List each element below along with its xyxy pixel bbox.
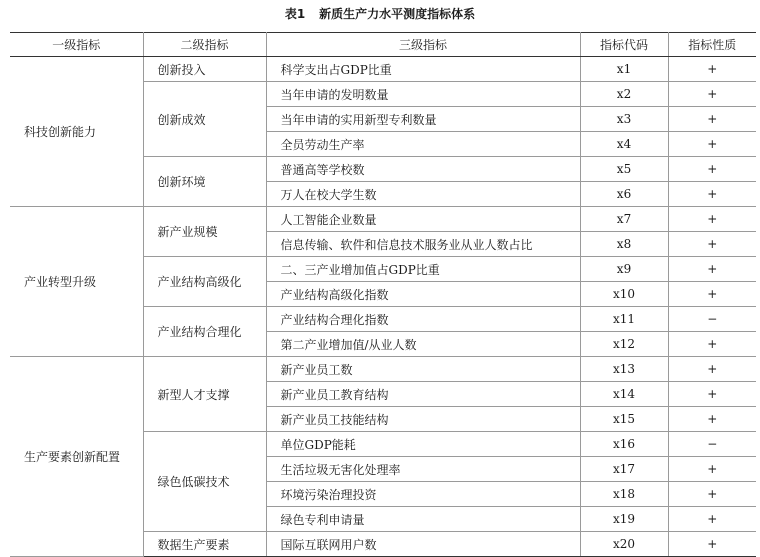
indicator-nature: − [668,432,756,457]
indicator-nature: + [668,82,756,107]
level3-indicator: 普通高等学校数 [266,157,580,182]
indicator-code: x2 [580,82,668,107]
header-code: 指标代码 [580,33,668,57]
indicator-nature: + [668,282,756,307]
level2-indicator: 新产业规模 [143,207,266,257]
indicator-nature: + [668,357,756,382]
level3-indicator: 信息传输、软件和信息技术服务业从业人数占比 [266,232,580,257]
indicator-table [10,32,756,557]
indicator-code: x9 [580,257,668,282]
level2-indicator: 产业结构高级化 [143,257,266,307]
table-row [10,57,756,82]
indicator-code: x10 [580,282,668,307]
level2-indicator: 创新投入 [143,57,266,82]
level3-indicator: 当年申请的实用新型专利数量 [266,107,580,132]
indicator-nature: + [668,132,756,157]
indicator-nature: + [668,207,756,232]
indicator-code: x20 [580,532,668,557]
level1-indicator: 生产要素创新配置 [10,357,143,557]
indicator-nature: + [668,107,756,132]
table-title: 新质生产力水平测度指标体系 [319,7,476,21]
indicator-nature: + [668,157,756,182]
indicator-code: x16 [580,432,668,457]
level3-indicator: 环境污染治理投资 [266,482,580,507]
indicator-nature: + [668,532,756,557]
indicator-code: x6 [580,182,668,207]
indicator-code: x7 [580,207,668,232]
indicator-code: x14 [580,382,668,407]
indicator-nature: + [668,407,756,432]
level3-indicator: 新产业员工数 [266,357,580,382]
level3-indicator: 单位GDP能耗 [266,432,580,457]
level3-indicator: 当年申请的发明数量 [266,82,580,107]
level1-indicator: 科技创新能力 [10,57,143,207]
table-body [10,57,756,557]
indicator-nature: + [668,182,756,207]
indicator-nature: + [668,382,756,407]
header-level3: 三级指标 [266,33,580,57]
level3-indicator: 绿色专利申请量 [266,507,580,532]
indicator-code: x8 [580,232,668,257]
level3-indicator: 二、三产业增加值占GDP比重 [266,257,580,282]
header-row [10,33,756,57]
indicator-code: x17 [580,457,668,482]
indicator-nature: + [668,257,756,282]
level3-indicator: 万人在校大学生数 [266,182,580,207]
level3-indicator: 第二产业增加值/从业人数 [266,332,580,357]
indicator-nature: + [668,332,756,357]
indicator-nature: + [668,507,756,532]
table-number: 表1 [284,7,306,21]
indicator-code: x1 [580,57,668,82]
level3-indicator: 国际互联网用户数 [266,532,580,557]
level2-indicator: 数据生产要素 [143,532,266,557]
indicator-code: x18 [580,482,668,507]
table-caption [0,6,760,22]
indicator-nature: − [668,307,756,332]
level3-indicator: 产业结构合理化指数 [266,307,580,332]
level2-indicator: 产业结构合理化 [143,307,266,357]
level2-indicator: 绿色低碳技术 [143,432,266,532]
level3-indicator: 全员劳动生产率 [266,132,580,157]
indicator-code: x19 [580,507,668,532]
table-row [10,207,756,232]
level1-indicator: 产业转型升级 [10,207,143,357]
level2-indicator: 创新环境 [143,157,266,207]
indicator-nature: + [668,232,756,257]
header-nature: 指标性质 [668,33,756,57]
header-level1: 一级指标 [10,33,143,57]
indicator-code: x15 [580,407,668,432]
indicator-code: x13 [580,357,668,382]
level2-indicator: 新型人才支撑 [143,357,266,432]
level3-indicator: 人工智能企业数量 [266,207,580,232]
indicator-code: x5 [580,157,668,182]
indicator-nature: + [668,482,756,507]
level3-indicator: 科学支出占GDP比重 [266,57,580,82]
table-row [10,357,756,382]
level3-indicator: 产业结构高级化指数 [266,282,580,307]
level2-indicator: 创新成效 [143,82,266,157]
indicator-code: x12 [580,332,668,357]
indicator-nature: + [668,57,756,82]
level3-indicator: 生活垃圾无害化处理率 [266,457,580,482]
indicator-code: x4 [580,132,668,157]
level3-indicator: 新产业员工技能结构 [266,407,580,432]
indicator-nature: + [668,457,756,482]
indicator-code: x3 [580,107,668,132]
indicator-code: x11 [580,307,668,332]
level3-indicator: 新产业员工教育结构 [266,382,580,407]
header-level2: 二级指标 [143,33,266,57]
